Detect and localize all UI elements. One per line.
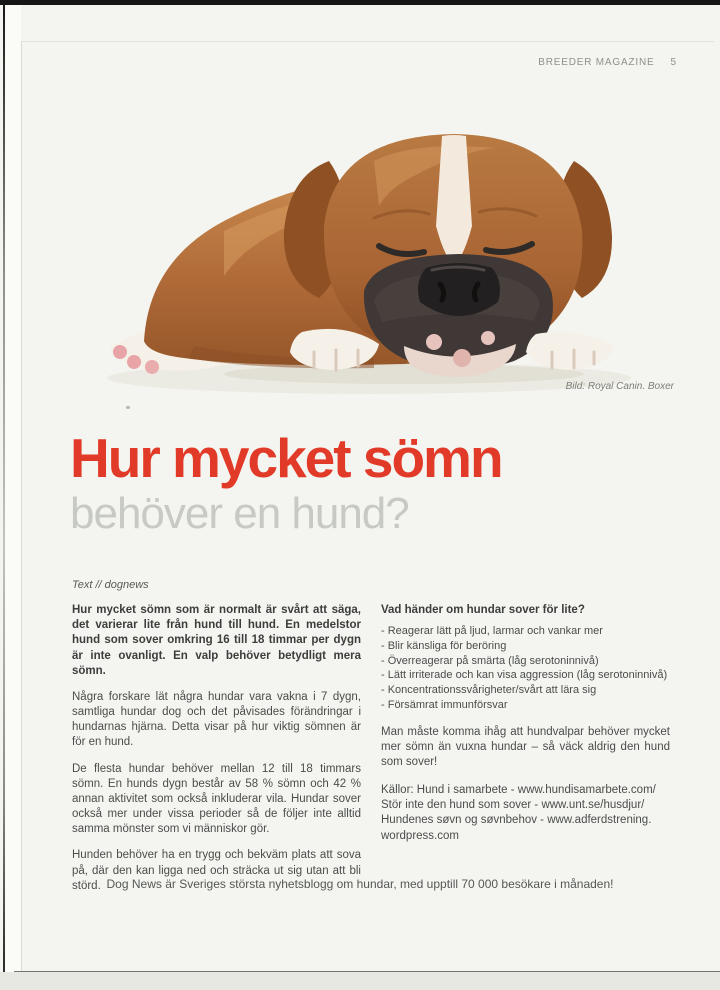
sidebar-heading: Vad händer om hundar sover för lite? <box>381 604 585 616</box>
page-number: 5 <box>670 57 676 68</box>
sleeping-puppy-illustration <box>74 106 632 408</box>
paragraph: Några forskare lät några hundar vara vakna i 7 dygn, samtliga hundar dog och det påvisades förändringar i hundarnas hjärna. Detta visar på hur viktig sömnen är för en hund. <box>72 690 361 749</box>
bullet-item: - Lätt irriterade och kan visa aggression (låg serotoninnivå) <box>381 669 668 682</box>
left-column <box>72 603 361 905</box>
bullet-item: - Reagerar lätt på ljud, larmar och vankar mer <box>381 625 603 638</box>
photo-credit: Bild: Royal Canin. Boxer <box>565 381 674 392</box>
bullet-item: - Blir känsliga för beröring <box>381 639 507 652</box>
sidebar-note: Man måste komma ihåg att hundvalpar behöver mycket mer sömn än vuxna hundar – så väck aldrig den hund som sover! <box>381 725 670 768</box>
scan-edge-top <box>0 0 720 5</box>
source-line: Hundenes søvn og søvnbehov - www.adferdstrening. <box>381 814 652 827</box>
page-title: Hur mycket sömn <box>70 427 502 489</box>
page-edge-left <box>21 42 22 971</box>
bullet-item: - Koncentrationssvårigheter/svårt att lära sig <box>381 684 597 697</box>
magazine-header <box>538 57 676 68</box>
footer-tagline: Dog News är Sveriges största nyhetsblogg om hundar, med upptill 70 000 besökare i månaden! <box>106 877 614 891</box>
sources-block <box>381 783 670 844</box>
right-column <box>381 603 670 905</box>
headline-block <box>70 427 670 539</box>
page-edge-top <box>21 41 714 42</box>
byline: Text // dognews <box>72 579 149 591</box>
source-line: Stör inte den hund som sover - www.unt.se/husdjur/ <box>381 799 645 812</box>
bullet-item: - Försämrat immunförsvar <box>381 698 508 711</box>
page-subtitle: behöver en hund? <box>70 489 409 539</box>
puppy-photo <box>74 106 632 408</box>
scan-edge-bottom <box>0 972 720 990</box>
source-line: wordpress.com <box>381 829 459 842</box>
scan-paper-edge <box>5 5 21 990</box>
article-columns <box>72 603 670 905</box>
paragraph-lead: Hur mycket sömn som är normalt är svårt att säga, det varierar lite från hund till hund. En medelstor hund som sover omkring 16 till 18 timmar per dygn är inte ovanligt. En valp behöver betydligt mera sömn. <box>72 604 361 677</box>
source-line: Källor: Hund i samarbete - www.hundisamarbete.com/ <box>381 784 656 797</box>
paragraph: Hunden behöver ha en trygg och bekväm plats att sova på, där den kan ligga ned och sträcka ut sig utan att bli störd. <box>72 849 361 892</box>
paragraph: De flesta hundar behöver mellan 12 till 18 timmars sömn. En hunds dygn består av 58 % sömn och 42 % annan aktivitet som också inkluderar vila. Hundar sover också mer under vissa perioder så de följer inte alltid samma mönster som vi människor gör. <box>72 762 361 836</box>
scan-edge-left <box>3 0 5 990</box>
bullet-item: - Överreagerar på smärta (låg serotoninnivå) <box>381 654 599 667</box>
magazine-name: BREEDER MAGAZINE <box>538 57 655 68</box>
